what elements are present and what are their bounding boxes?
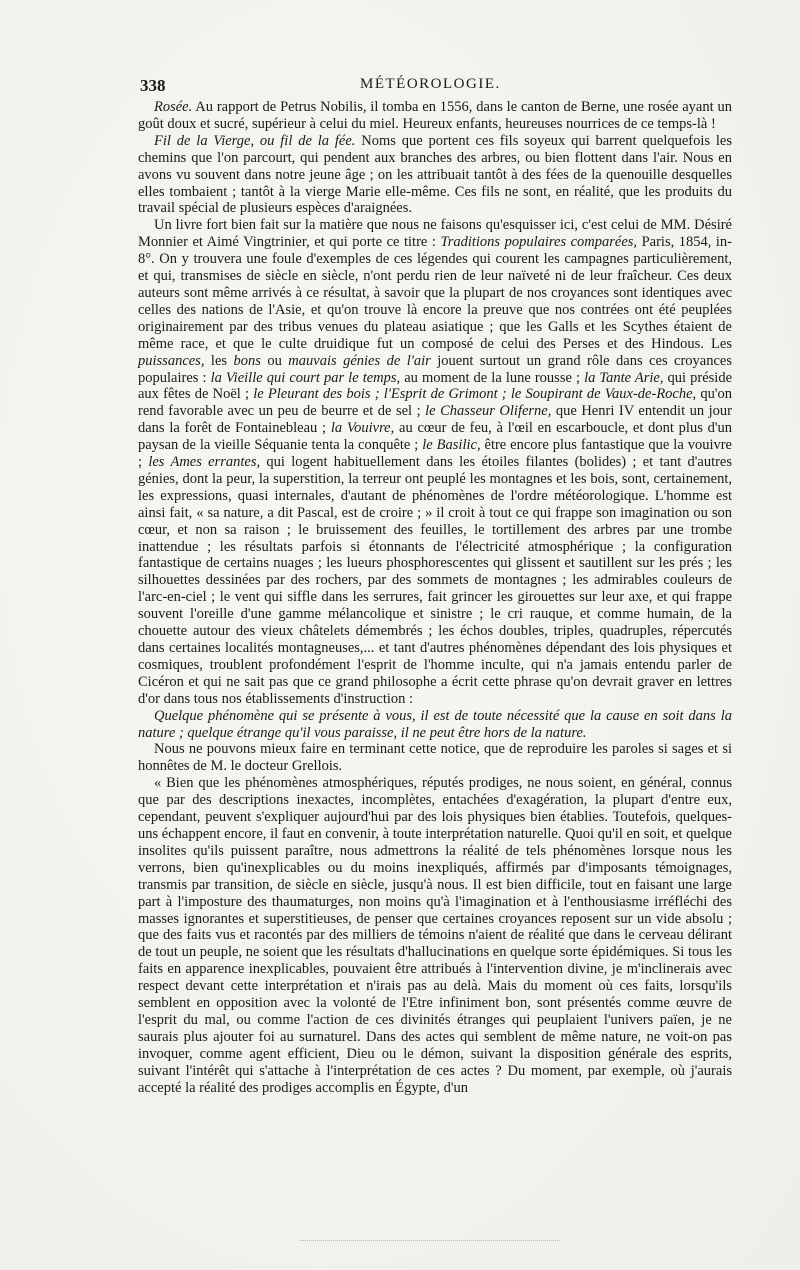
page-footer-rule [300, 1240, 560, 1243]
paragraph-text: Au rapport de Petrus Nobilis, il tomba en 1556, dans le canton de Berne, une rosée ayant un goût doux et sucré, supérieur à celui du miel. Heureux enfants, heureuses nourrices de ce temps-là ! [138, 99, 732, 132]
italic-run: le Basilic, [422, 437, 481, 454]
entry-term: Rosée. [154, 99, 193, 115]
page-number: 338 [140, 76, 166, 95]
text-run: au cœur de feu, à l'œil en escarboucle, et dont plus d'un paysan de la vieille Séquanie tenta la conquête ; [138, 420, 732, 454]
italic-run: la Tante Arie, [584, 369, 664, 386]
paragraph-traditions [138, 217, 732, 707]
italic-run: le Pleurant des bois ; l'Esprit de Grimont ; le Soupirant de Vaux-de-Roche, [253, 386, 697, 403]
text-run: Paris, 1854, in-8°. On y trouvera une foule d'exemples de ces légendes qui courent les campagnes particulièrement, et qui, transmises de siècle en siècle, n'ont perdu rien de leur naïveté ni de leur fraîcheur. Ces deux auteurs sont même arrivés à ce résultat, à savoir que la plupart de nos croyances sont identiques avec celles des nations de l'Asie, et qu'on trouve là encore la preuve que nos contrées ont été peuplées originairement par des tribus venues du plateau asiatique ; que les Galls et les Scythes étaient de même race, et que le culte druidique fut un composé de celui des Perses et des Hindous. Les [138, 234, 732, 352]
italic-run: la Vouivre, [330, 420, 395, 437]
running-title: MÉTÉOROLOGIE. [360, 76, 501, 92]
italic-run: le Chasseur Oliferne, [425, 403, 552, 420]
text-run: qui logent habituellement dans les étoiles filantes (bolides) ; et tant d'autres génies, dont la peur, la superstition, la terreur ont peuplé les montagnes et les bois, sont, certainement, les expressions, quasi internales, d'autant de phénomènes de l'ordre météorologique. L'homme est ainsi fait, « sa nature, a dit Pascal, est de croire ; » il croit à tout ce qui frappe son imagination ou son cœur, et non sa raison ; le bruissement des feuilles, le tortillement des arbres par une trombe inattendue ; les résultats parfois si étonnants de l'électricité atmosphérique ; la configuration fantastique de certains nuages ; les lueurs phosphorescentes qui glissent et sautillent sur les prés ; les silhouettes dessinées par des rochers, par des sommets de montagnes ; les admirables couleurs de l'arc-en-ciel ; le vent qui siffle dans les serrures, fait grincer les girouettes sur leur axe, et qui frappe souvent l'oreille d'une gamme mélancolique et sinistre ; le cri rauque, et comme humain, de la chouette autour des vieux châtelets démembrés ; les échos doubles, triples, quadruples, répercutés dans certaines localités montagneuses,... et tant d'autres phénomènes dépendant des lois physiques et cosmiques, troublent profondément l'esprit de l'homme inculte, qui n'a jamais entendu parler de Cicéron et qui ne sait pas que ce grand philosophe a écrit cette phrase qu'on devrait graver en lettres d'or dans tous nos établissements d'instruction : [138, 454, 733, 707]
page-header [140, 76, 685, 98]
quote-text: Quelque phénomène qui se présente à vous, il est de toute nécessité que la cause en soit dans la nature ; quelque étrange qu'il vous paraisse, il ne peut être hors de la nature. [138, 707, 732, 741]
text-run: que Henri IV entendit un jour dans la forêt de Fontainebleau ; [138, 403, 732, 437]
italic-run: puissances, [138, 352, 205, 369]
italic-run: mauvais génies de l'air [288, 352, 431, 369]
paragraph-rosee [138, 99, 732, 133]
text-run: être encore plus fantastique que la vouivre ; [138, 437, 732, 471]
italic-run: les Ames errantes, [148, 454, 261, 471]
text-run: au moment de la lune rousse ; [400, 369, 585, 386]
text-run: jouent surtout un grand rôle dans ces croyances populaires : [138, 352, 733, 386]
paragraph-grellois-intro: Nous ne pouvons mieux faire en terminant cette notice, que de reproduire les paroles si sages et si honnêtes de M. le docteur Grellois. [138, 741, 732, 775]
text-run: qu'on rend favorable avec un peu de beurre et de sel ; [138, 386, 732, 420]
italic-run: bons [233, 352, 261, 369]
text-run: ou [260, 352, 289, 369]
italic-run: Traditions populaires comparées, [440, 234, 638, 251]
body-text [138, 99, 732, 1096]
cicero-quote [138, 708, 732, 742]
paragraph-fil-de-la-vierge [138, 133, 732, 218]
entry-term: Fil de la Vierge, ou fil de la fée. [154, 132, 356, 149]
paragraph-text: Noms que portent ces fils soyeux qui barrent quelquefois les chemins que l'on parcourt, qui pendent aux branches des arbres, ou bien flottent dans l'air. Nous en avons vu souvent dans notre jeune âge ; on les attribuait tantôt à des fées de la quenouille desquelles elles tombaient ; tantôt à la vierge Marie elle-même. Ces fils ne sont, en réalité, que les produits du travail spécial de plusieurs espèces d'araignées. [138, 132, 732, 217]
text-run: qui préside aux fêtes de Noël ; [138, 369, 733, 403]
text-run: Un livre fort bien fait sur la matière que nous ne faisons qu'esquisser ici, c'est celui de MM. Désiré Monnier et Aimé Vingtrinier, et qui porte ce titre : [138, 217, 732, 251]
text-run: les [204, 352, 234, 369]
paragraph-grellois-quote: « Bien que les phénomènes atmosphériques, réputés prodiges, ne nous soient, en général, connus que par des descriptions inexactes, incomplètes, entachées d'exagération, la plupart d'entre eux, cependant, peuvent s'expliquer aujourd'hui par des lois physiques bien établies. Toutefois, quelques-uns échappent encore, il faut en convenir, à toute interprétation naturelle. Quoi qu'il en soit, et quelque insolites qu'ils puissent paraître, nous admettrons la réalité de tels phénomènes lorsque nous les verrons, bien qu'inexplicables ou du moins inexpliqués, affirmés par d'imposants témoignages, transmis par transition, de siècle en siècle, jusqu'à nous. Il est bien difficile, tout en faisant une large part à l'imposture des thaumaturges, non moins qu'à l'imagination et à l'enthousiasme irréfléchi des masses ignorantes et superstitieuses, de penser que certaines croyances reposent sur un vide absolu ; que des faits vus et racontés par des milliers de témoins n'aient de réalité que dans le cerveau délirant de tout un peuple, ne soient que les résultats d'hallucinations en quelque sorte épidémiques. Si tous les faits en apparence inexplicables, pouvaient être attribués à l'intervention divine, je m'inclinerais avec respect devant cette interprétation et n'irais pas au delà. Mais du moment où ces faits, lorsqu'ils semblent en opposition avec la volonté de l'Etre infiniment bon, sont présentés comme œuvre de l'esprit du mal, ou comme l'action de ces divinités étranges qui peuplaient l'univers païen, je ne saurais plus ajouter foi au surnaturel. Dans des actes qui semblent de même nature, ne voit-on pas invoquer, comme agent efficient, Dieu ou le démon, suivant la disposition générale des esprits, suivant l'intérêt qui s'attache à l'interprétation de ces actes ? Du moment, par exemple, où j'aurais accepté la réalité des prodiges accomplis en Égypte, d'un [138, 775, 732, 1096]
italic-run: la Vieille qui court par le temps, [210, 369, 401, 386]
